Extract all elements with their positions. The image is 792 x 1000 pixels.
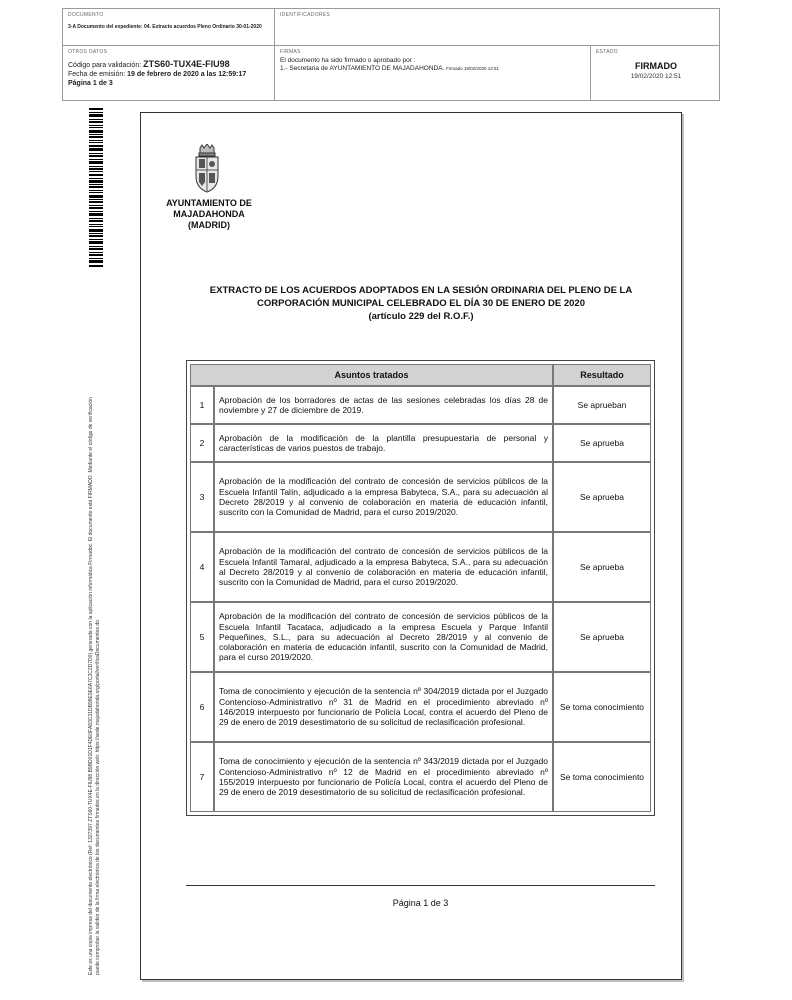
firmas-label: FIRMAS (280, 49, 301, 55)
row-subject: Toma de conocimiento y ejecución de la sentencia nº 343/2019 dictada por el Juzgado Contencioso-Administrativo nº 12 de Madrid en el procedimiento abreviado nº 155/2019 interpuesto por funcionario de Policía Local, contra el acuerdo del Pleno de 29 de enero de 2019 desestimatorio de su solicitud de reclasificación profesional. (214, 742, 553, 812)
page-number: Página 1 de 3 (392, 898, 449, 908)
table-row (190, 672, 651, 742)
side-text-line-2: puede comprobar la validez de la firma electrónica de los documentos firmados en la dirección web: https://sede.majadahonda.org/portal/verificaDocumentos.do (95, 620, 101, 975)
row-result: Se aprueba (553, 602, 651, 672)
estado-cell (591, 46, 721, 101)
title-line-2: CORPORACIÓN MUNICIPAL CELEBRADO EL DÍA 30 DE ENERO DE 2020 (257, 298, 585, 309)
org-line-2: MAJADAHONDA (173, 209, 245, 219)
row-number: 6 (190, 672, 214, 742)
agreements-table-wrapper (186, 360, 655, 816)
metadata-row-2 (63, 46, 719, 101)
fecha-prefix: Fecha de emisión: (68, 71, 126, 78)
org-line-3: (MADRID) (188, 220, 230, 230)
row-number: 3 (190, 462, 214, 532)
firmas-date: Firmado 19/02/2020 12:51 (446, 66, 499, 71)
firmas-signer: 1.- Secretaria de AYUNTAMIENTO DE MAJADAHONDA. (280, 65, 445, 72)
side-text-line-1: Este es una copia impresa del documento electrónico (Ref: 1327397 ZTS60-TUX4E-FIU98 B9BD01D1F4DE0FA83C31DB99E9E6A7C2C2D7D0) generada con la aplicación informática Firmadoc. El documento está FIRMADO. Mediante el código de verificación (88, 397, 94, 975)
row-subject: Aprobación de la modificación de la plantilla presupuestaria de personal y características de varios puestos de trabajo. (214, 424, 553, 462)
emission-date: 19 de febrero de 2020 a las 12:59:17 (127, 71, 247, 78)
row-number: 4 (190, 532, 214, 602)
table-row (190, 742, 651, 812)
row-result: Se toma conocimiento (553, 672, 651, 742)
row-result: Se toma conocimiento (553, 742, 651, 812)
header-asuntos: Asuntos tratados (190, 364, 553, 386)
row-subject: Aprobación de la modificación del contrato de concesión de servicios públicos de la Escuela Infantil Talín, adjudicado a la empresa Babyteca, S.A., para su adecuación al Decreto 28/2019 y al convenio de colaboración en materia de educación infantil, suscrito con la Comunidad de Madrid, para el curso 2019/2020. (214, 462, 553, 532)
footer-divider (186, 885, 655, 886)
otros-datos-label: OTROS DATOS (68, 49, 108, 55)
row-result: Se aprueba (553, 424, 651, 462)
header-page-number: Página 1 de 3 (68, 80, 113, 87)
coat-of-arms-icon (191, 144, 223, 194)
row-result: Se aprueba (553, 532, 651, 602)
table-row (190, 532, 651, 602)
org-line-1: AYUNTAMIENTO DE (166, 198, 252, 208)
organization-name (150, 198, 268, 231)
firmas-cell (275, 46, 591, 101)
estado-label: ESTADO (596, 49, 618, 55)
table-row (190, 462, 651, 532)
header-resultado: Resultado (553, 364, 651, 386)
metadata-header (62, 8, 720, 101)
otros-datos-cell (63, 46, 275, 101)
firmas-intro: El documento ha sido firmado o aprobado por : (280, 57, 416, 64)
metadata-row-1 (63, 9, 719, 46)
row-number: 5 (190, 602, 214, 672)
barcode (89, 108, 103, 268)
table-row (190, 602, 651, 672)
row-number: 7 (190, 742, 214, 812)
row-number: 2 (190, 424, 214, 462)
agreements-table (190, 364, 651, 812)
documento-cell (63, 9, 275, 45)
status-badge: FIRMADO (635, 61, 677, 71)
row-subject: Aprobación de la modificación del contrato de concesión de servicios públicos de la Escuela Infantil Tacataca, adjudicado a la empresa Escuela y Parque Infantil Pequeñines, S.L., para su adecuación al Decreto 28/2019 y al convenio de colaboración en materia de educación infantil, suscrito con la Comunidad de Madrid, para el curso 2019/2020. (214, 602, 553, 672)
table-row (190, 386, 651, 424)
row-subject: Aprobación de los borradores de actas de las sesiones celebradas los días 28 de noviembre y 27 de diciembre de 2019. (214, 386, 553, 424)
identificadores-label: IDENTIFICADORES (280, 12, 331, 18)
documento-text: 3-A Documento del expediente: 04. Extracto acuerdos Pleno Ordinario 30-01-2020 (68, 24, 262, 30)
title-line-1: EXTRACTO DE LOS ACUERDOS ADOPTADOS EN LA SESIÓN ORDINARIA DEL PLENO DE LA (209, 285, 633, 296)
row-result: Se aprueban (553, 386, 651, 424)
row-result: Se aprueba (553, 462, 651, 532)
identificadores-cell (275, 9, 721, 45)
title-line-3: (artículo 229 del R.O.F.) (368, 311, 474, 322)
document-title (196, 284, 646, 323)
table-row (190, 424, 651, 462)
codigo-prefix: Código para validación: (68, 62, 142, 69)
table-header-row (190, 364, 651, 386)
documento-label: DOCUMENTO (68, 12, 104, 18)
verification-side-text (88, 275, 102, 975)
row-subject: Aprobación de la modificación del contrato de concesión de servicios públicos de la Escuela Infantil Tamaral, adjudicado a la empresa Babyteca, S.A., para su adecuación al Decreto 28/2019 y al convenio de colaboración en materia de educación infantil, suscrito con la Comunidad de Madrid, para el curso 2019/2020. (214, 532, 553, 602)
row-number: 1 (190, 386, 214, 424)
row-subject: Toma de conocimiento y ejecución de la sentencia nº 304/2019 dictada por el Juzgado Contencioso-Administrativo nº 31 de Madrid en el procedimiento abreviado nº 146/2019 interpuesto por funcionario de Policía Local, contra el acuerdo del Pleno de 29 de enero de 2019 desestimatorio de su solicitud de reclasificación profesional. (214, 672, 553, 742)
validation-code: ZTS60-TUX4E-FIU98 (143, 59, 230, 69)
status-date: 19/02/2020 12:51 (630, 73, 682, 80)
